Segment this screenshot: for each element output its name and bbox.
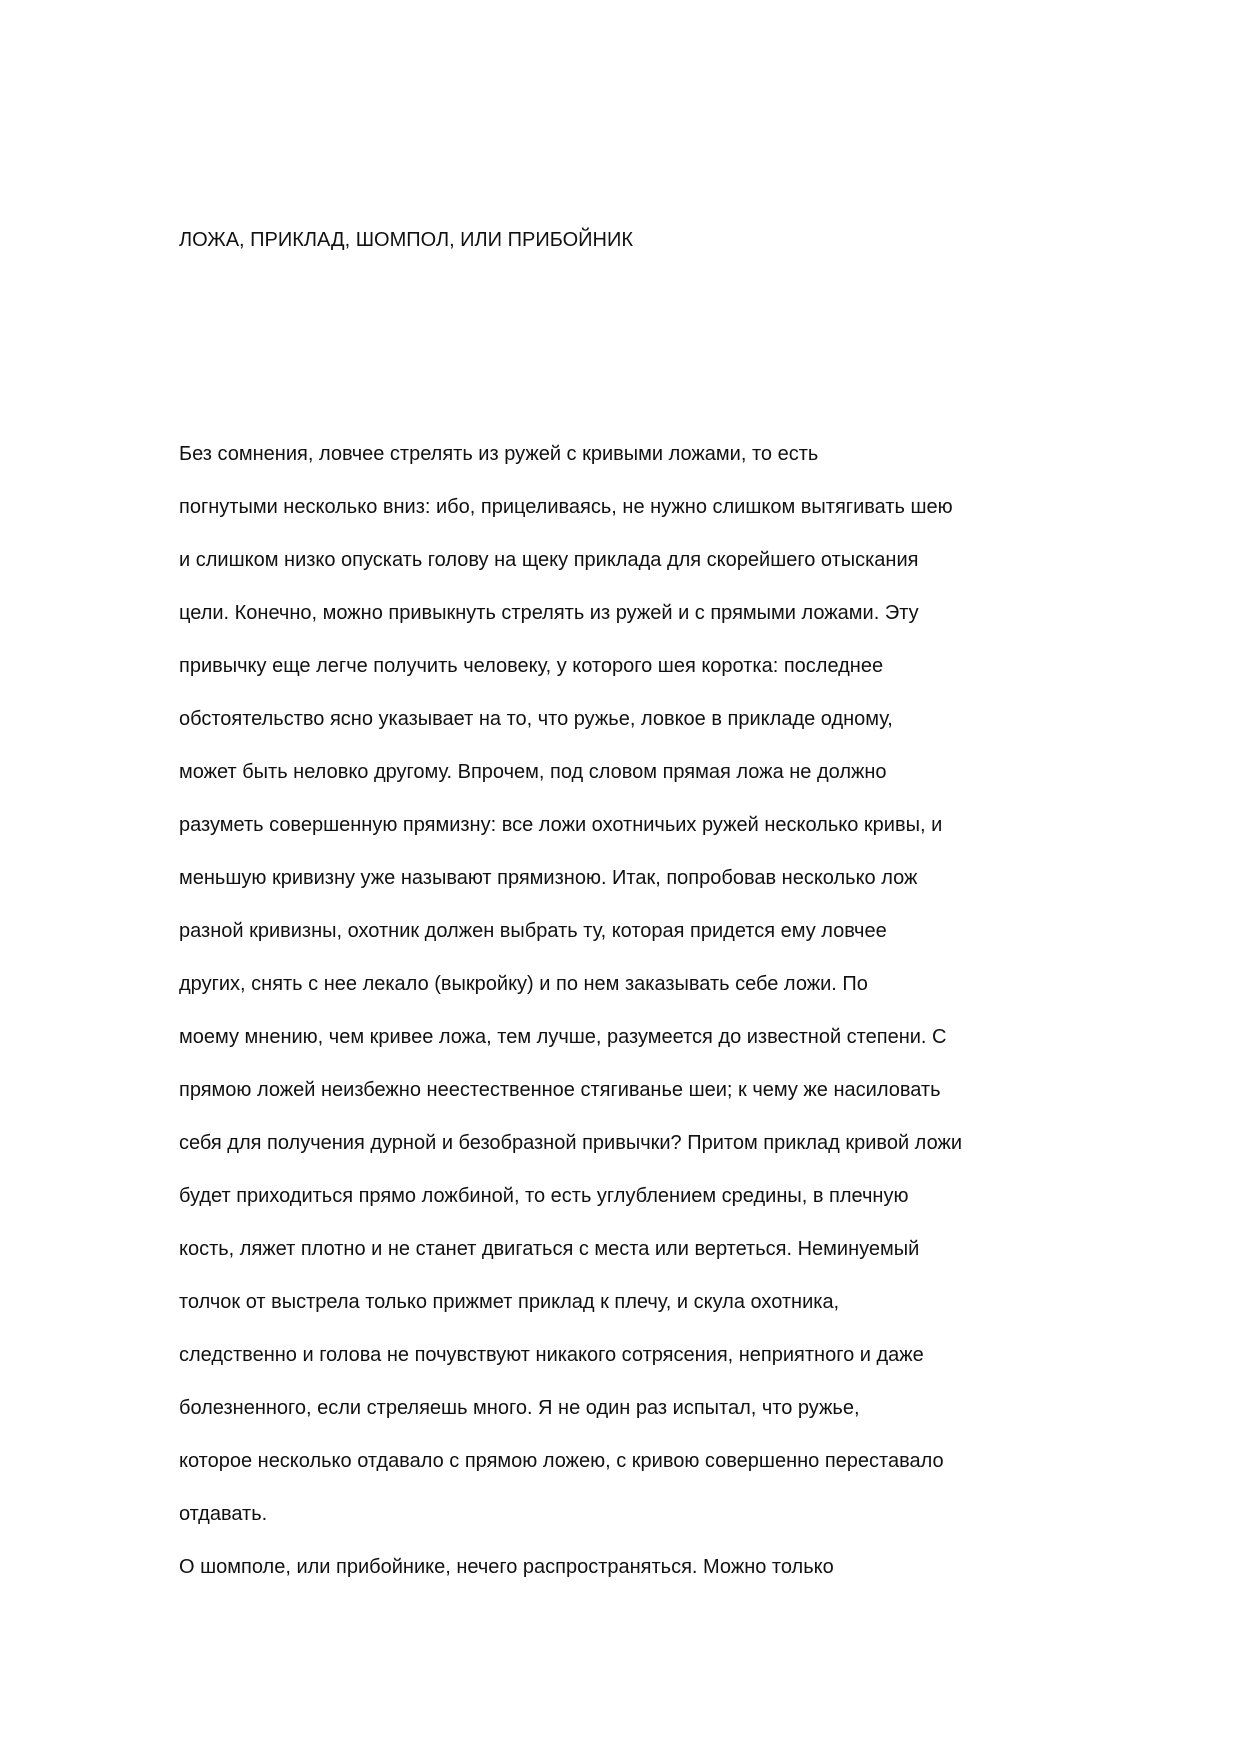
- text-line: прямою ложей неизбежно неестественное стягиванье шеи; к чему же насиловать: [179, 1079, 941, 1101]
- text-line: Без сомнения, ловчее стрелять из ружей с кривыми ложами, то есть: [179, 443, 819, 465]
- text-line: кость, ляжет плотно и не станет двигаться с места или вертеться. Неминуемый: [179, 1238, 920, 1260]
- text-line: и слишком низко опускать голову на щеку приклада для скорейшего отыскания: [179, 549, 919, 571]
- text-line: обстоятельство ясно указывает на то, что ружье, ловкое в прикладе одному,: [179, 708, 893, 730]
- paragraph-stock: [179, 428, 1079, 1541]
- text-line: привычку еще легче получить человеку, у которого шея коротка: последнее: [179, 655, 884, 677]
- text-line: О шомполе, или прибойнике, нечего распространяться. Можно только: [179, 1556, 834, 1578]
- paragraph-ramrod: [179, 1541, 1079, 1594]
- document-heading: ЛОЖА, ПРИКЛАД, ШОМПОЛ, ИЛИ ПРИБОЙНИК: [179, 229, 634, 251]
- text-line: следственно и голова не почувствуют никакого сотрясения, неприятного и даже: [179, 1344, 924, 1366]
- text-line: будет приходиться прямо ложбиной, то есть углублением средины, в плечную: [179, 1185, 909, 1207]
- text-line: разной кривизны, охотник должен выбрать ту, которая придется ему ловчее: [179, 920, 887, 942]
- text-line: болезненного, если стреляешь много. Я не один раз испытал, что ружье,: [179, 1397, 860, 1419]
- text-line: разуметь совершенную прямизну: все ложи охотничьих ружей несколько кривы, и: [179, 814, 943, 836]
- text-line: себя для получения дурной и безобразной привычки? Притом приклад кривой ложи: [179, 1132, 963, 1154]
- text-line: толчок от выстрела только прижмет приклад к плечу, и скула охотника,: [179, 1291, 840, 1313]
- text-line: отдавать.: [179, 1503, 268, 1525]
- text-line: меньшую кривизну уже называют прямизною. Итак, попробовав несколько лож: [179, 867, 918, 889]
- text-line: может быть неловко другому. Впрочем, под словом прямая ложа не должно: [179, 761, 887, 783]
- text-line: других, снять с нее лекало (выкройку) и по нем заказывать себе ложи. По: [179, 973, 868, 995]
- text-line: цели. Конечно, можно привыкнуть стрелять из ружей и с прямыми ложами. Эту: [179, 602, 919, 624]
- text-line: которое несколько отдавало с прямою ложею, с кривою совершенно переставало: [179, 1450, 944, 1472]
- text-line: моему мнению, чем кривее ложа, тем лучше, разумеется до известной степени. С: [179, 1026, 947, 1048]
- text-line: погнутыми несколько вниз: ибо, прицеливаясь, не нужно слишком вытягивать шею: [179, 496, 953, 518]
